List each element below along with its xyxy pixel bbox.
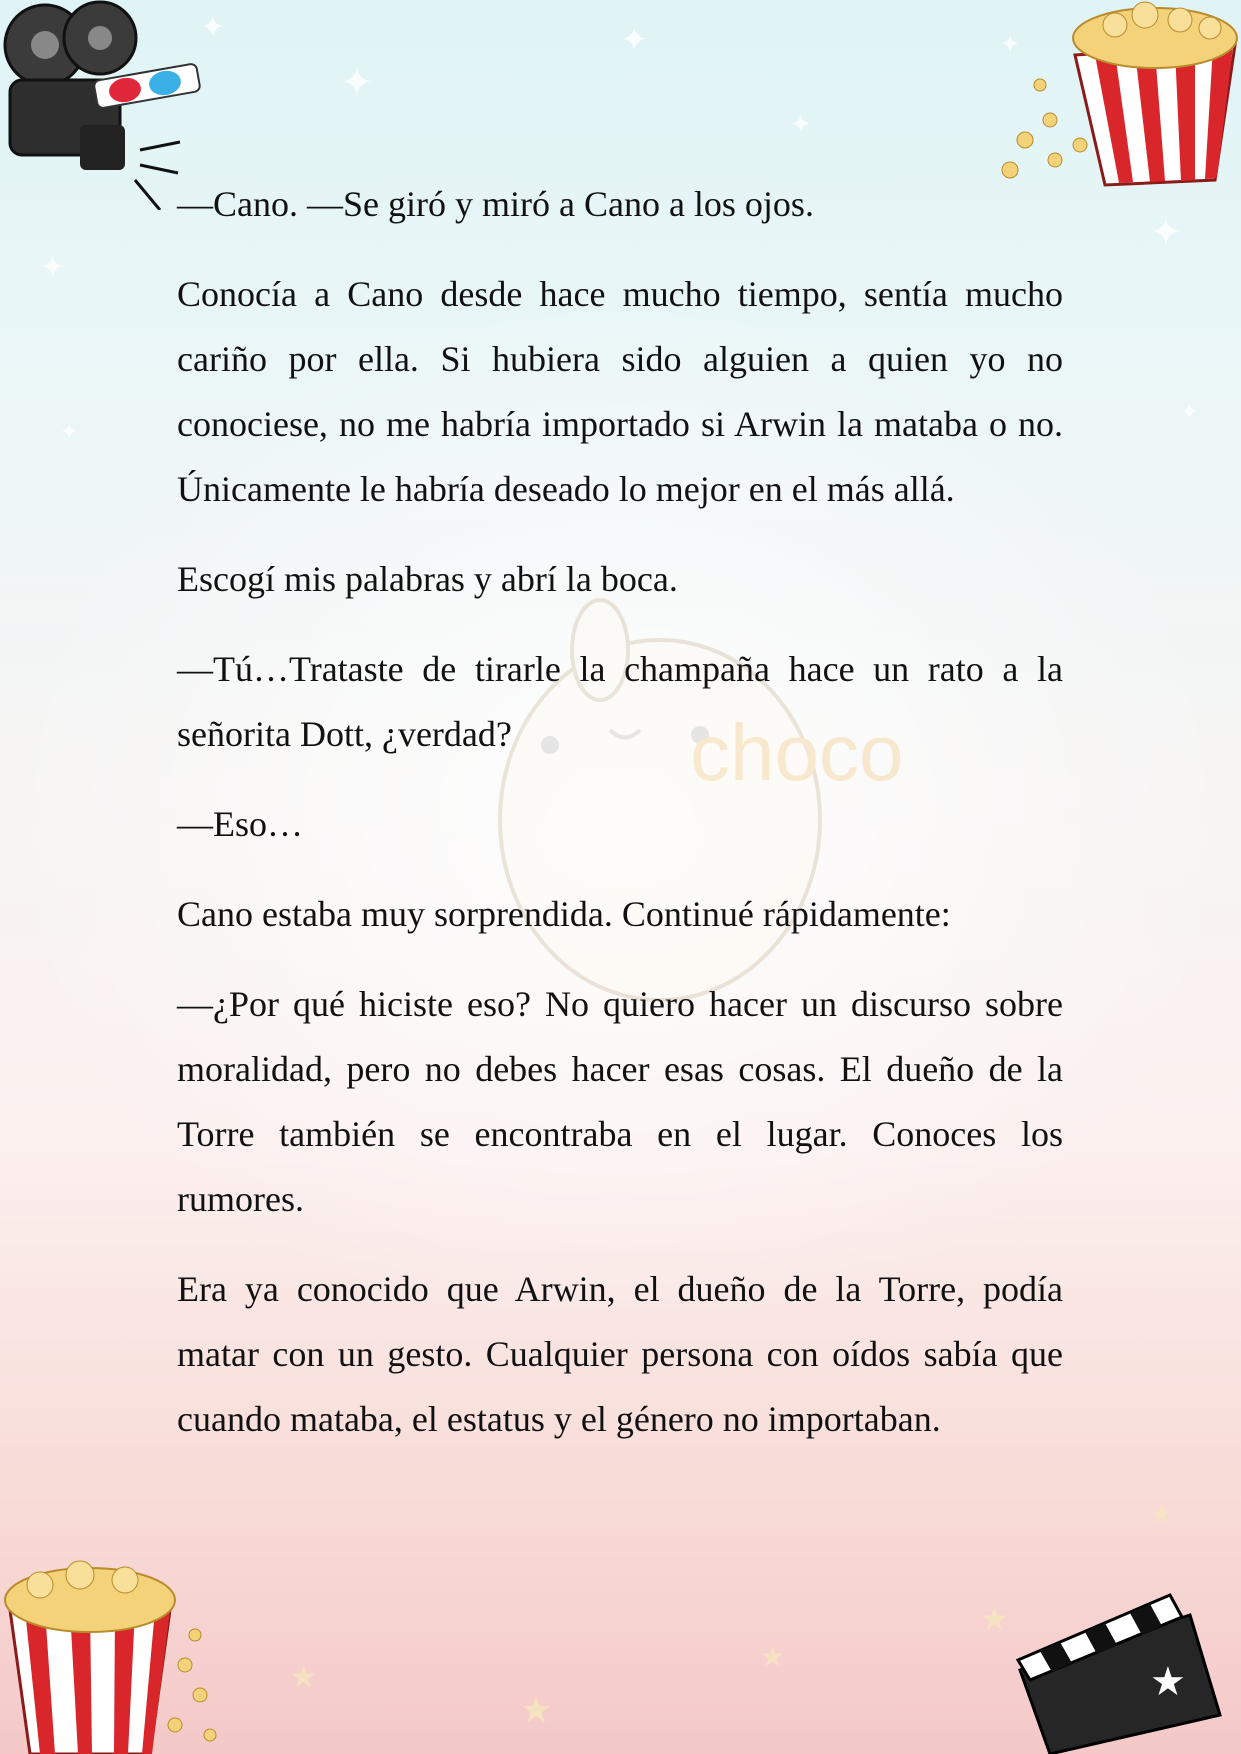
star-icon: ★ bbox=[980, 1600, 1009, 1638]
paragraph: —Tú…Trataste de tirarle la champaña hace un rato a la señorita Dott, ¿verdad? bbox=[177, 649, 1063, 754]
star-icon: ★ bbox=[1150, 1500, 1174, 1530]
paragraph: Conocía a Cano desde hace mucho tiempo, sentía mucho cariño por ella. Si hubiera sido alguien a quien yo no conociese, no me habría importado si Arwin la mataba o no. Únicamente le habría deseado lo mejor en el más allá. bbox=[177, 274, 1063, 509]
paragraph: —Cano. —Se giró y miró a Cano a los ojos. bbox=[177, 184, 814, 224]
paragraph: Cano estaba muy sorprendida. Continué rápidamente: bbox=[177, 894, 951, 934]
sparkle-icon: ✦ bbox=[200, 10, 226, 45]
story-text bbox=[177, 172, 1063, 1477]
sparkle-icon: ✦ bbox=[340, 60, 374, 106]
star-icon: ★ bbox=[520, 1690, 553, 1731]
star-icon: ★ bbox=[760, 1640, 786, 1673]
sparkle-icon: ✦ bbox=[620, 20, 649, 60]
sparkle-icon: ✦ bbox=[1180, 400, 1199, 425]
clapperboard-icon bbox=[1010, 1575, 1241, 1754]
watermark-text: choco bbox=[690, 708, 904, 797]
sparkle-icon: ✦ bbox=[60, 420, 79, 445]
sparkle-icon: ✦ bbox=[1000, 30, 1021, 58]
sparkle-icon: ✦ bbox=[40, 250, 66, 285]
sparkle-icon: ✦ bbox=[790, 110, 812, 140]
paragraph: —Eso… bbox=[177, 804, 303, 844]
paragraph: Escogí mis palabras y abrí la boca. bbox=[177, 559, 678, 599]
star-icon: ★ bbox=[290, 1660, 317, 1695]
paragraph: Era ya conocido que Arwin, el dueño de la Torre, podía matar con un gesto. Cualquier persona con oídos sabía que cuando mataba, el estatus y el género no importaban. bbox=[177, 1269, 1063, 1439]
sparkle-icon: ✦ bbox=[1150, 210, 1182, 254]
paragraph: —¿Por qué hiciste eso? No quiero hacer un discurso sobre moralidad, pero no debes hacer esas cosas. El dueño de la Torre también se encontraba en el lugar. Conoces los rumores. bbox=[177, 984, 1063, 1219]
popcorn-bucket-icon bbox=[995, 0, 1241, 190]
star-icon: ★ bbox=[1150, 1659, 1186, 1705]
popcorn-bucket-icon bbox=[0, 1555, 230, 1754]
film-camera-icon bbox=[0, 0, 205, 210]
